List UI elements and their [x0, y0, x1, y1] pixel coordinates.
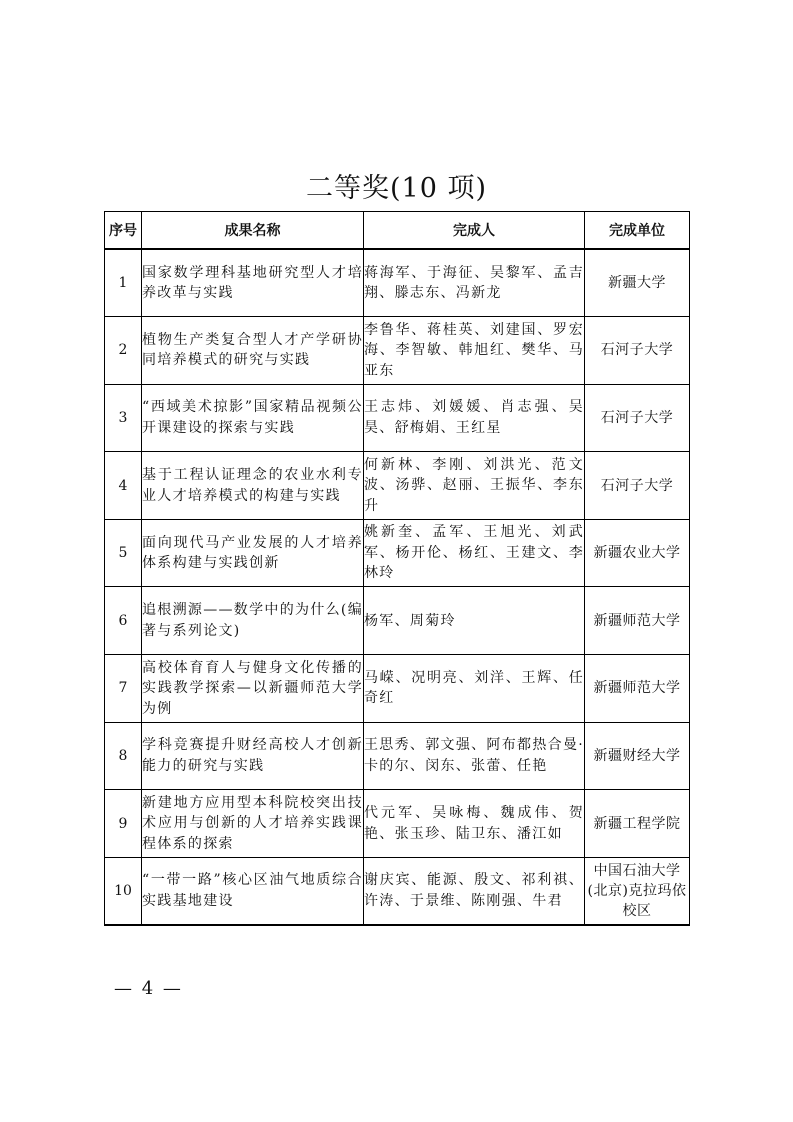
- row-no: 7: [105, 655, 142, 723]
- row-no: 9: [105, 790, 142, 858]
- row-people: 姚新奎、孟军、王旭光、刘武军、杨开伦、杨红、王建文、李林玲: [364, 519, 585, 587]
- table-row: [105, 857, 690, 925]
- header-people: 完成人: [364, 212, 585, 250]
- awards-table: [104, 211, 690, 926]
- row-name: 国家数学理科基地研究型人才培养改革与实践: [142, 249, 364, 317]
- page-title: 二等奖(10 项): [305, 173, 487, 204]
- table-row: [105, 519, 690, 587]
- row-unit: 中国石油大学(北京)克拉玛依校区: [585, 857, 690, 925]
- row-no: 1: [105, 249, 142, 317]
- row-people: 马嵘、况明亮、刘洋、王辉、任奇红: [364, 655, 585, 723]
- row-unit: 新疆工程学院: [585, 790, 690, 858]
- row-people: 代元军、吴咏梅、魏成伟、贺艳、张玉珍、陆卫东、潘江如: [364, 790, 585, 858]
- row-unit: 石河子大学: [585, 317, 690, 385]
- row-unit: 新疆师范大学: [585, 655, 690, 723]
- row-people: 杨军、周菊玲: [364, 587, 585, 655]
- row-name: “西域美术掠影”国家精品视频公开课建设的探索与实践: [142, 384, 364, 452]
- row-name: 追根溯源——数学中的为什么(编著与系列论文): [142, 587, 364, 655]
- row-name: “一带一路”核心区油气地质综合实践基地建设: [142, 857, 364, 925]
- table-row: [105, 655, 690, 723]
- row-unit: 新疆农业大学: [585, 519, 690, 587]
- row-name: 植物生产类复合型人才产学研协同培养模式的研究与实践: [142, 317, 364, 385]
- row-people: 王思秀、郭文强、阿布都热合曼·卡的尔、闵东、张蕾、任艳: [364, 722, 585, 790]
- row-name: 新建地方应用型本科院校突出技术应用与创新的人才培养实践课程体系的探索: [142, 790, 364, 858]
- row-no: 2: [105, 317, 142, 385]
- row-people: 蒋海军、于海征、吴黎军、孟吉翔、滕志东、冯新龙: [364, 249, 585, 317]
- table-row: [105, 790, 690, 858]
- table-row: [105, 452, 690, 520]
- row-no: 8: [105, 722, 142, 790]
- row-name: 学科竞赛提升财经高校人才创新能力的研究与实践: [142, 722, 364, 790]
- table-row: [105, 317, 690, 385]
- table-row: [105, 722, 690, 790]
- row-no: 4: [105, 452, 142, 520]
- row-name: 基于工程认证理念的农业水利专业人才培养模式的构建与实践: [142, 452, 364, 520]
- table-row: [105, 587, 690, 655]
- row-unit: 新疆师范大学: [585, 587, 690, 655]
- row-name: 面向现代马产业发展的人才培养体系构建与实践创新: [142, 519, 364, 587]
- row-unit: 新疆财经大学: [585, 722, 690, 790]
- row-people: 王志炜、刘媛媛、肖志强、吴昊、舒梅娟、王红星: [364, 384, 585, 452]
- row-people: 何新林、李刚、刘洪光、范文波、汤骅、赵丽、王振华、李东升: [364, 452, 585, 520]
- table-header-row: [105, 212, 690, 250]
- row-unit: 新疆大学: [585, 249, 690, 317]
- row-people: 谢庆宾、能源、殷文、祁利祺、许涛、于景维、陈刚强、牛君: [364, 857, 585, 925]
- page-number: — 4 —: [114, 978, 183, 999]
- row-no: 10: [105, 857, 142, 925]
- row-no: 5: [105, 519, 142, 587]
- row-people: 李鲁华、蒋桂英、刘建国、罗宏海、李智敏、韩旭红、樊华、马亚东: [364, 317, 585, 385]
- row-unit: 石河子大学: [585, 452, 690, 520]
- table-row: [105, 249, 690, 317]
- header-unit: 完成单位: [585, 212, 690, 250]
- row-no: 3: [105, 384, 142, 452]
- header-name: 成果名称: [142, 212, 364, 250]
- header-no: 序号: [105, 212, 142, 250]
- table-row: [105, 384, 690, 452]
- row-unit: 石河子大学: [585, 384, 690, 452]
- row-name: 高校体育育人与健身文化传播的实践教学探索—以新疆师范大学为例: [142, 655, 364, 723]
- row-no: 6: [105, 587, 142, 655]
